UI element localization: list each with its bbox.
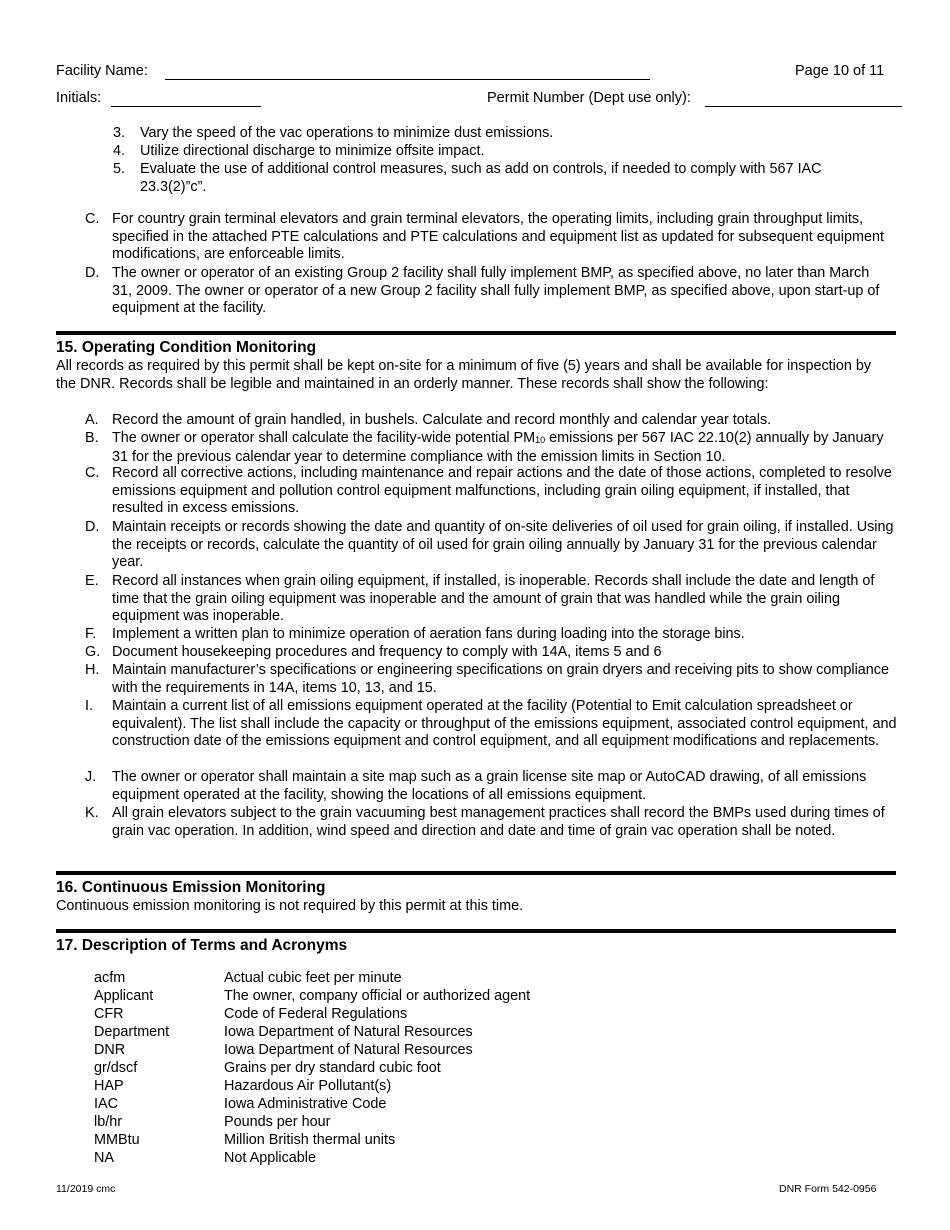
list-item-text: The owner or operator of an existing Group 2 facility shall fully implement BMP, as specified above, no later than March 31, 2009. The owner or operator of a new Group 2 facility shall fully implement BMP, as specified above, upon start-up of equipment at the facility. bbox=[112, 265, 880, 317]
list-item-label: 3. bbox=[113, 125, 126, 141]
term-definition: Code of Federal Regulations bbox=[224, 1006, 408, 1022]
term: Applicant bbox=[94, 988, 154, 1004]
list-item-label: K. bbox=[85, 805, 99, 821]
list-item-label: A. bbox=[85, 412, 99, 428]
term: HAP bbox=[94, 1078, 124, 1094]
list-item-label: F. bbox=[85, 626, 97, 642]
list-item-label: D. bbox=[85, 519, 100, 535]
term-definition: Not Applicable bbox=[224, 1150, 316, 1166]
term: CFR bbox=[94, 1006, 124, 1022]
initials-field[interactable] bbox=[111, 106, 261, 107]
list-item-text: Maintain manufacturer’s specifications or engineering specifications on grain dryers and receiving pits to show compliance with the requirements in 14A, items 10, 13, and 15. bbox=[112, 662, 889, 696]
list-item-label: I. bbox=[85, 698, 93, 714]
list-item-label: 5. bbox=[113, 161, 126, 177]
list-item-label: C. bbox=[85, 211, 100, 227]
term-definition: Hazardous Air Pollutant(s) bbox=[224, 1078, 392, 1094]
list-item-text: Record the amount of grain handled, in bushels. Calculate and record monthly and calendar year totals. bbox=[112, 412, 772, 428]
section-divider bbox=[56, 871, 896, 875]
list-item-label: E. bbox=[85, 573, 99, 589]
term: IAC bbox=[94, 1096, 118, 1112]
facility-name-field[interactable] bbox=[165, 79, 650, 80]
list-item-label: H. bbox=[85, 662, 100, 678]
section-16-text: Continuous emission monitoring is not required by this permit at this time. bbox=[56, 898, 524, 914]
section-divider bbox=[56, 331, 896, 335]
permit-number-field[interactable] bbox=[705, 106, 902, 107]
list-item-text: All grain elevators subject to the grain vacuuming best management practices shall record the BMPs used during times of grain vac operation. In addition, wind speed and direction and date and time of grain vac operation shall be noted. bbox=[112, 805, 885, 839]
initials-label: Initials: bbox=[56, 90, 102, 106]
page-number: Page 10 of 11 bbox=[795, 63, 885, 79]
list-item-text-part: The owner or operator shall calculate the facility-wide potential PM bbox=[112, 430, 536, 446]
term-definition: Grains per dry standard cubic foot bbox=[224, 1060, 441, 1076]
term-definition: Actual cubic feet per minute bbox=[224, 970, 402, 986]
list-item-text: Vary the speed of the vac operations to minimize dust emissions. bbox=[140, 125, 554, 141]
section-15-intro: All records as required by this permit shall be kept on-site for a minimum of five (5) years and shall be available for inspection by the DNR. Records shall be legible and maintained in an orderly manner. These records shall show the following: bbox=[56, 358, 872, 392]
section-divider bbox=[56, 929, 896, 933]
term-definition: Iowa Administrative Code bbox=[224, 1096, 387, 1112]
list-item-label: C. bbox=[85, 465, 100, 481]
list-item-text: Utilize directional discharge to minimize offsite impact. bbox=[140, 143, 485, 159]
term: MMBtu bbox=[94, 1132, 140, 1148]
list-item-label: J. bbox=[85, 769, 97, 785]
footer-revision: 11/2019 cmc bbox=[56, 1183, 116, 1195]
section-16-title: 16. Continuous Emission Monitoring bbox=[56, 879, 326, 896]
term-definition: Pounds per hour bbox=[224, 1114, 331, 1130]
list-item-label: 4. bbox=[113, 143, 126, 159]
term: gr/dscf bbox=[94, 1060, 138, 1076]
list-item-label: D. bbox=[85, 265, 100, 281]
term: DNR bbox=[94, 1042, 126, 1058]
term-definition: Iowa Department of Natural Resources bbox=[224, 1042, 473, 1058]
term: lb/hr bbox=[94, 1114, 122, 1130]
facility-name-label: Facility Name: bbox=[56, 63, 148, 79]
term: Department bbox=[94, 1024, 170, 1040]
permit-number-label: Permit Number (Dept use only): bbox=[487, 90, 691, 106]
list-item-text bbox=[112, 430, 897, 466]
section-17-title: 17. Description of Terms and Acronyms bbox=[56, 937, 348, 954]
term: NA bbox=[94, 1150, 114, 1166]
list-item-text: Implement a written plan to minimize operation of aeration fans during loading into the storage bins. bbox=[112, 626, 745, 642]
list-item-text-part: emissions per 567 IAC 22.10(2) annually by January 31 for the previous calendar year to determine compliance with the emission limits in Section 10. bbox=[112, 430, 884, 465]
footer-form-number: DNR Form 542-0956 bbox=[779, 1183, 877, 1195]
list-item-text: The owner or operator shall maintain a site map such as a grain license site map or AutoCAD drawing, of all emissions equipment operated at the facility, showing the locations of all emissions equipment. bbox=[112, 769, 867, 803]
list-item-text: Document housekeeping procedures and frequency to comply with 14A, items 5 and 6 bbox=[112, 644, 662, 660]
term-definition: Million British thermal units bbox=[224, 1132, 396, 1148]
term: acfm bbox=[94, 970, 126, 986]
list-item-text: Record all corrective actions, including maintenance and repair actions and the date of those actions, completed to resolve emissions equipment and pollution control equipment malfunctions, including grain oiling equipment, if installed, that resulted in excess emissions. bbox=[112, 465, 892, 517]
section-15-title: 15. Operating Condition Monitoring bbox=[56, 339, 317, 356]
list-item-label: G. bbox=[85, 644, 101, 660]
term-definition: Iowa Department of Natural Resources bbox=[224, 1024, 473, 1040]
list-item-text: Maintain a current list of all emissions equipment operated at the facility (Potential to Emit calculation spreadsheet or equivalent). The list shall include the capacity or throughput of the emissions equipment, associated control equipment, and construction date of the emissions equipment and control equipment, and all equipment modifications and replacements. bbox=[112, 698, 897, 750]
list-item-label: B. bbox=[85, 430, 99, 446]
list-item-text: Maintain receipts or records showing the date and quantity of on-site deliveries of oil used for grain oiling, if installed. Using the receipts or records, calculate the quantity of oil used for grain oiling annually by January 31 for the previous calendar year. bbox=[112, 519, 894, 571]
list-item-text: Evaluate the use of additional control measures, such as add on controls, if needed to comply with 567 IAC 23.3(2)”c”. bbox=[140, 161, 822, 195]
term-definition: The owner, company official or authorized agent bbox=[224, 988, 531, 1004]
list-item-text: For country grain terminal elevators and grain terminal elevators, the operating limits, including grain throughput limits, specified in the attached PTE calculations and PTE calculations and equipment list as updated for subsequent equipment modifications, are enforceable limits. bbox=[112, 211, 884, 263]
list-item-text: Record all instances when grain oiling equipment, if installed, is inoperable. Records shall include the date and length of time that the grain oiling equipment was inoperable and the amount of grain that was handled while the grain oiling equipment was inoperable. bbox=[112, 573, 875, 625]
pm10-subscript: 10 bbox=[535, 435, 546, 445]
